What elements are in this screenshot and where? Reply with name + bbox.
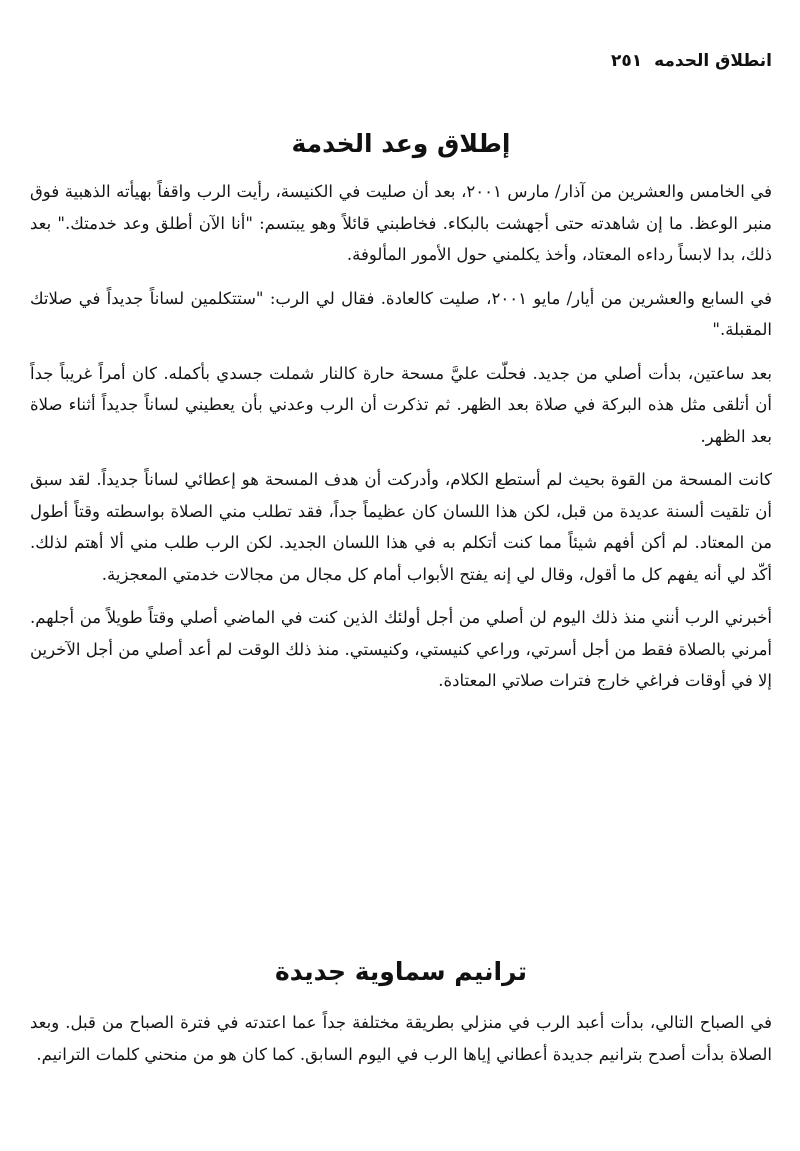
paragraph: في الخامس والعشرين من آذار/ مارس ٢٠٠١، بعد أن صليت في الكنيسة، رأيت الرب واقفاً بهيأته الذهبية فوق منبر الوعظ. ما إن شاهدته حتى أجهشت بالبكاء. فخاطبني قائلاً وهو يبتسم: "أنا الآن أطلق وعد خدمتك." بعد ذلك، بدا لابساً رداءه المعتاد، وأخذ يكلمني حول الأمور المألوفة. bbox=[30, 182, 773, 264]
paragraph: كانت المسحة من القوة بحيث لم أستطع الكلام، وأدركت أن هدف المسحة هو إعطائي لساناً جديداً. لقد سبق أن تلقيت ألسنة عديدة من قبل، لكن هذا اللسان كان عظيماً جداً، فقد تطلب مني الصلاة بواسطته وقتاً أطول من المعتاد. لم أكن أفهم شيئاً مما كنت أتكلم به في هذا اللسان الجديد. لكن الرب طلب مني ألا أهتم لذلك. أكّد لي أنه يفهم كل ما أقول، وقال لي إنه يفتح الأبواب أمام كل مجال من مجالات خدمتي المعجزية. bbox=[30, 470, 772, 584]
running-header bbox=[611, 50, 772, 72]
running-title: انطلاق الحدمه bbox=[654, 51, 772, 71]
page-number: ٢٥١ bbox=[611, 51, 643, 71]
section-title: ترانيم سماوية جديدة bbox=[275, 957, 527, 986]
paragraph: بعد ساعتين، بدأت أصلي من جديد. فحلّت عليَّ مسحة حارة كالنار شملت جسدي بأكمله. كان أمراً غريباً جداً أن أتلقى مثل هذه البركة في صلاة بعد الظهر. ثم تذكرت أن الرب وعدني بأن يعطيني لساناً جديداً أثناء صلاة بعد الظهر. bbox=[30, 363, 772, 446]
paragraph: في السابع والعشرين من أيار/ مايو ٢٠٠١، صليت كالعادة. فقال لي الرب: "ستتكلمين لساناً جديداً في صلاتك المقبلة." bbox=[30, 288, 773, 339]
section-body bbox=[30, 1007, 772, 1082]
paragraph: أخبرني الرب أنني منذ ذلك اليوم لن أصلي من أجل أولئك الذين كنت في الماضي أصلي وقتاً طويلاً من أجلهم. أمرني بالصلاة فقط من أجل أسرتي، وراعي كنيستي، وكنيستي. منذ ذلك الوقت لم أعد أصلي من أجل الآخرين إلا في أوقات فراغي خارج فترات صلاتي المعتادة. bbox=[30, 608, 772, 690]
paragraph: في الصباح التالي، بدأت أعبد الرب في منزلي بطريقة مختلفة جداً عما اعتدته في فترة الصباح من قبل. وبعد الصلاة بدأت أصدح بترانيم جديدة أعطاني إياها الرب في اليوم السابق. كما كان هو من منحني كلمات الترانيم. bbox=[30, 1013, 772, 1064]
section-body bbox=[30, 176, 772, 709]
section-title: إطلاق وعد الخدمة bbox=[291, 129, 511, 158]
